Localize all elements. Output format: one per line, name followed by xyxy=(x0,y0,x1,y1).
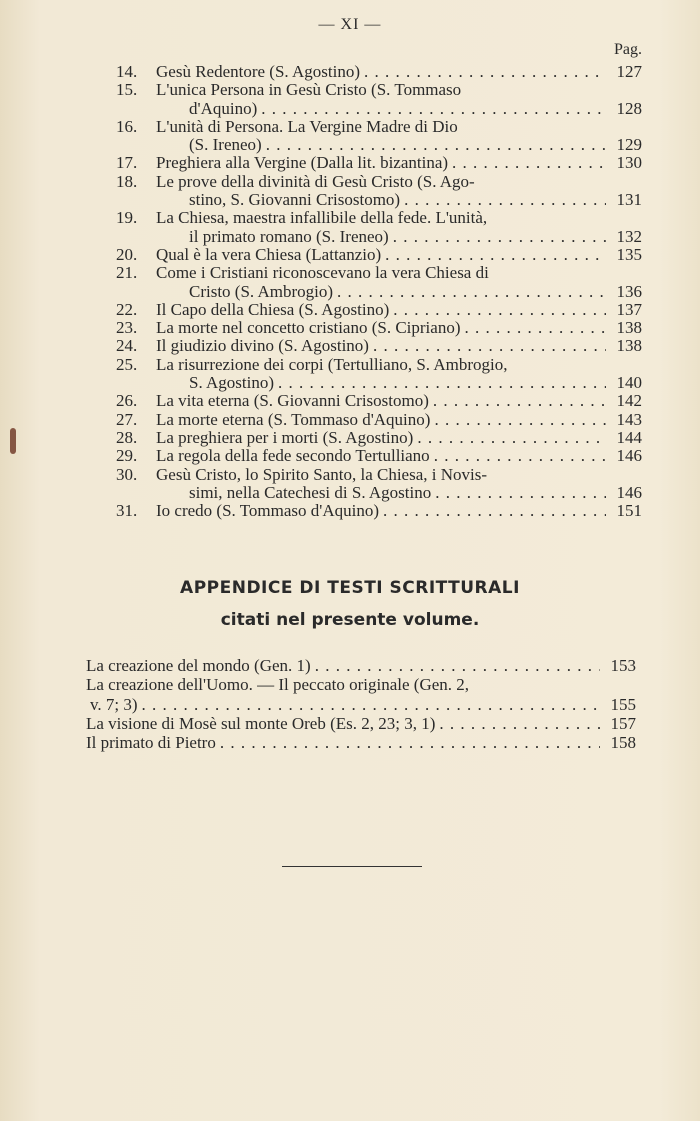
entry-title-line: Come i Cristiani riconoscevano la vera Chiesa di xyxy=(156,263,489,283)
entry-number: 18. xyxy=(116,171,138,191)
entry-body xyxy=(156,429,642,447)
entry-number: 29. xyxy=(116,446,138,466)
appendix-entry xyxy=(86,714,636,733)
page-number: 153 xyxy=(610,656,636,675)
dot-leader xyxy=(439,714,600,733)
entry-number: 14. xyxy=(116,62,138,81)
entry-number: 31. xyxy=(116,501,138,521)
entry-body xyxy=(156,63,642,81)
entry-last-line xyxy=(156,191,642,209)
dot-leader xyxy=(417,429,606,447)
entry-title: Il Capo della Chiesa (S. Agostino) xyxy=(156,299,390,319)
table-of-contents xyxy=(116,63,642,520)
entry-number: 21. xyxy=(116,263,138,283)
entry-title: Qual è la vera Chiesa (Lattanzio) xyxy=(156,244,382,264)
page-folio: — XI — xyxy=(318,16,382,33)
dot-leader xyxy=(364,63,606,81)
dot-leader xyxy=(393,301,606,319)
entry-number: 22. xyxy=(116,299,138,319)
entry-title: La regola della fede secondo Tertulliano xyxy=(156,446,430,466)
entry-title: Il giudizio divino (S. Agostino) xyxy=(156,336,369,356)
dot-leader xyxy=(315,656,600,675)
entry-title-line: L'unica Persona in Gesù Cristo (S. Tommaso xyxy=(156,80,462,100)
entry-title: simi, nella Catechesi di S. Agostino xyxy=(189,482,432,502)
dot-leader xyxy=(373,337,606,355)
entry-number: 19. xyxy=(116,208,138,228)
entry-title: La vita eterna (S. Giovanni Crisostomo) xyxy=(156,391,429,411)
toc-entry xyxy=(116,411,642,429)
entry-title-line: Le prove della divinità di Gesù Cristo (S. Ago- xyxy=(156,171,475,191)
entry-body xyxy=(156,264,642,301)
entry-body xyxy=(156,118,642,155)
dot-leader xyxy=(278,374,606,392)
page-number: 146 xyxy=(616,482,642,502)
dot-leader xyxy=(404,191,606,209)
appendix-list xyxy=(86,656,636,752)
entry-title: La visione di Mosè sul monte Oreb (Es. 2, 23; 3, 1) xyxy=(86,713,436,733)
entry-number: 16. xyxy=(116,116,138,136)
entry-title-line: La Chiesa, maestra infallibile della fede. L'unità, xyxy=(156,208,488,228)
entry-last-line xyxy=(156,228,642,246)
entry-number: 30. xyxy=(116,464,138,484)
dot-leader xyxy=(465,319,607,337)
toc-entry xyxy=(116,81,642,118)
entry-number: 28. xyxy=(116,427,138,447)
toc-entry xyxy=(116,319,642,337)
entry-title: v. 7; 3) xyxy=(90,694,138,714)
appendix-subtitle: citati nel presente volume. xyxy=(220,610,480,630)
entry-last-line xyxy=(156,447,642,465)
toc-entry xyxy=(116,246,642,264)
toc-entry xyxy=(116,154,642,172)
entry-number: 27. xyxy=(116,409,138,429)
toc-entry xyxy=(116,502,642,520)
entry-title-line: La creazione dell'Uomo. — Il peccato originale (Gen. 2, xyxy=(86,675,470,695)
toc-entry xyxy=(116,118,642,155)
page-number: 144 xyxy=(616,427,642,447)
page-number: 137 xyxy=(616,299,642,319)
toc-entry xyxy=(116,429,642,447)
toc-entry xyxy=(116,209,642,246)
dot-leader xyxy=(435,484,606,502)
entry-last-line xyxy=(156,484,642,502)
entry-number: 15. xyxy=(116,80,138,100)
page-number: 129 xyxy=(616,135,642,155)
toc-entry xyxy=(116,392,642,410)
entry-title: il primato romano (S. Ireneo) xyxy=(189,226,389,246)
entry-title: Il primato di Pietro xyxy=(86,733,216,753)
entry-title: La creazione del mondo (Gen. 1) xyxy=(86,656,311,675)
page-number: 132 xyxy=(616,226,642,246)
page-number: 146 xyxy=(616,446,642,466)
entry-last-line xyxy=(156,100,642,118)
page-number: 130 xyxy=(616,153,642,173)
entry-title: La morte nel concetto cristiano (S. Cipriano) xyxy=(156,318,461,338)
closing-rule xyxy=(282,866,422,867)
entry-title: Gesù Redentore (S. Agostino) xyxy=(156,62,360,81)
dot-leader xyxy=(434,447,606,465)
page-number: 131 xyxy=(616,190,642,210)
page-number: 143 xyxy=(616,409,642,429)
page-number: 128 xyxy=(616,98,642,118)
entry-body xyxy=(156,209,642,246)
entry-title: Cristo (S. Ambrogio) xyxy=(189,281,334,301)
dot-leader xyxy=(142,695,600,714)
entry-last-line xyxy=(86,656,636,675)
appendix-entry xyxy=(86,675,636,714)
toc-entry xyxy=(116,301,642,319)
entry-body xyxy=(156,337,642,355)
dot-leader xyxy=(383,502,606,520)
entry-last-line xyxy=(156,136,642,154)
entry-body xyxy=(156,466,642,503)
dot-leader xyxy=(220,733,600,752)
toc-entry xyxy=(116,356,642,393)
entry-body xyxy=(156,154,642,172)
entry-body xyxy=(156,301,642,319)
dot-leader xyxy=(261,100,606,118)
entry-number: 23. xyxy=(116,318,138,338)
entry-last-line xyxy=(156,502,642,520)
entry-last-line xyxy=(156,301,642,319)
entry-title: La morte eterna (S. Tommaso d'Aquino) xyxy=(156,409,431,429)
dot-leader xyxy=(337,283,606,301)
page-number: 138 xyxy=(616,318,642,338)
page-number: 155 xyxy=(610,694,636,714)
entry-last-line xyxy=(156,283,642,301)
dot-leader xyxy=(393,228,606,246)
toc-entry xyxy=(116,173,642,210)
entry-last-line xyxy=(156,319,642,337)
entry-last-line xyxy=(86,695,636,714)
page-number: 151 xyxy=(616,501,642,521)
entry-body xyxy=(156,173,642,210)
entry-number: 17. xyxy=(116,153,138,173)
entry-body xyxy=(156,246,642,264)
entry-number: 25. xyxy=(116,354,138,374)
dot-leader xyxy=(433,392,606,410)
page-stain xyxy=(10,428,16,454)
dot-leader xyxy=(266,136,606,154)
entry-title: (S. Ireneo) xyxy=(189,135,262,155)
toc-entry xyxy=(116,337,642,355)
entry-last-line xyxy=(156,337,642,355)
entry-last-line xyxy=(86,733,636,752)
appendix-entry xyxy=(86,656,636,675)
entry-body xyxy=(156,81,642,118)
dot-leader xyxy=(434,411,606,429)
appendix-entry xyxy=(86,733,636,752)
page-column-label: Pag. xyxy=(614,41,642,58)
entry-body xyxy=(156,447,642,465)
entry-body xyxy=(156,319,642,337)
page-number: 138 xyxy=(616,336,642,356)
entry-body xyxy=(156,502,642,520)
toc-entry xyxy=(116,264,642,301)
page-number: 140 xyxy=(616,373,642,393)
toc-entry xyxy=(116,63,642,81)
entry-last-line xyxy=(156,411,642,429)
entry-title-line: La risurrezione dei corpi (Tertulliano, S. Ambrogio, xyxy=(156,354,508,374)
entry-title: d'Aquino) xyxy=(189,98,258,118)
entry-last-line xyxy=(156,63,642,81)
appendix-title: APPENDICE DI TESTI SCRITTURALI xyxy=(180,578,520,598)
entry-number: 24. xyxy=(116,336,138,356)
entry-last-line xyxy=(156,374,642,392)
entry-last-line xyxy=(86,714,636,733)
entry-title: Preghiera alla Vergine (Dalla lit. bizantina) xyxy=(156,153,449,173)
entry-body xyxy=(156,356,642,393)
entry-last-line xyxy=(156,429,642,447)
entry-body xyxy=(156,392,642,410)
page-number: 127 xyxy=(616,62,642,81)
dot-leader xyxy=(452,154,606,172)
dot-leader xyxy=(385,246,606,264)
entry-last-line xyxy=(156,246,642,264)
toc-entry xyxy=(116,466,642,503)
entry-number: 20. xyxy=(116,244,138,264)
entry-title: La preghiera per i morti (S. Agostino) xyxy=(156,427,414,447)
page-number: 158 xyxy=(610,733,636,753)
entry-last-line xyxy=(156,392,642,410)
entry-title: Io credo (S. Tommaso d'Aquino) xyxy=(156,501,380,521)
entry-title: S. Agostino) xyxy=(189,373,275,393)
page-number: 136 xyxy=(616,281,642,301)
entry-title-line: L'unità di Persona. La Vergine Madre di Dio xyxy=(156,116,458,136)
page-number: 142 xyxy=(616,391,642,411)
toc-entry xyxy=(116,447,642,465)
entry-title-line: Gesù Cristo, lo Spirito Santo, la Chiesa, i Novis- xyxy=(156,464,488,484)
entry-last-line xyxy=(156,154,642,172)
page-number: 135 xyxy=(616,244,642,264)
entry-body xyxy=(156,411,642,429)
entry-title: stino, S. Giovanni Crisostomo) xyxy=(189,190,401,210)
entry-number: 26. xyxy=(116,391,138,411)
page-number: 157 xyxy=(610,713,636,733)
